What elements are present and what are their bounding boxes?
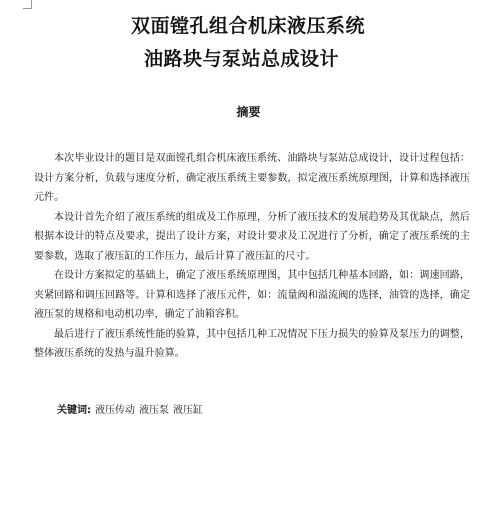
abstract-paragraph-4: 最后进行了液压系统性能的验算，其中包括几种工况情况下压力损失的验算及泵压力的调整，整体液压系统的发热与温升验算。: [34, 328, 470, 359]
abstract-body: [34, 149, 470, 364]
margin-corner-mark: [23, 0, 33, 10]
keyword-item: 液压泵: [139, 405, 169, 416]
abstract-paragraph-2: 本设计首先介绍了液压系统的组成及工作原理，分析了液压技术的发展趋势及其优缺点，然后根据本设计的特点及要求，提出了设计方案，对设计要求及工况进行了分析，确定了液压系统的主要参数，选取了液压缸的工作压力，最后计算了液压缸的尺寸。: [34, 211, 470, 262]
abstract-heading: 摘要: [236, 105, 261, 119]
keyword-item: 液压传动: [95, 405, 135, 416]
keywords-line: [57, 403, 207, 419]
document-title-line-2: 油路块与泵站总成设计: [144, 48, 340, 70]
keyword-item: 液压缸: [173, 405, 203, 416]
document-title-line-1: 双面镗孔组合机床液压系统: [131, 15, 366, 37]
abstract-paragraph-1: 本次毕业设计的题目是双面镗孔组合机床液压系统、油路块与泵站总成设计，设计过程包括：设计方案分析，负载与速度分析，确定液压系统主要参数，拟定液压系统原理图，计算和选择液压元件。: [34, 153, 470, 203]
abstract-paragraph-3: 在设计方案拟定的基础上，确定了液压系统原理图，其中包括几种基本回路，如：调速回路，夹紧回路和调压回路等。计算和选择了液压元件，如：流量阀和溢流阀的选择，油管的选择，确定液压泵的规格和电动机功率，确定了油箱容积。: [34, 270, 470, 320]
corner-mark-horizontal: [23, 8, 32, 9]
keywords-label: 关键词:: [57, 405, 91, 416]
